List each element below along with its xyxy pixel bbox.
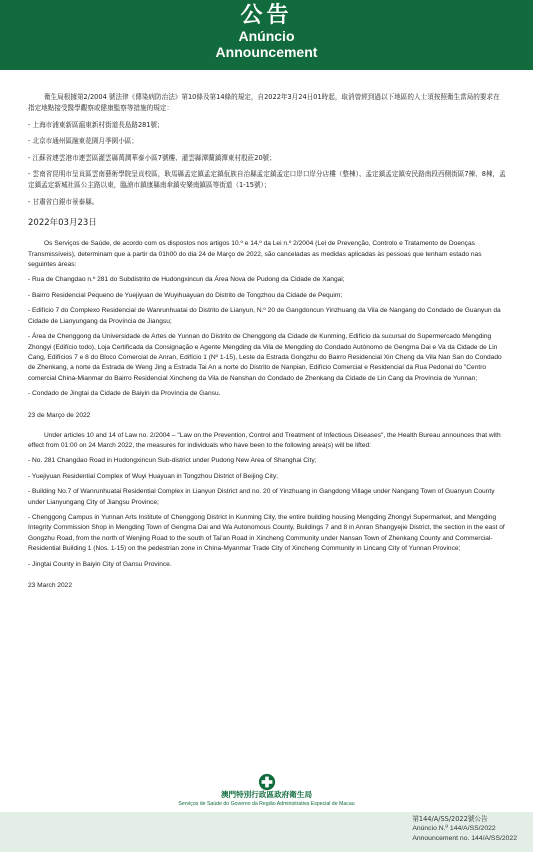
title-chinese: 公告: [240, 3, 293, 28]
portuguese-date: 23 de Março de 2022: [28, 411, 91, 419]
english-intro: Under articles 10 and 14 of Law no. 2/2004 – "Law on the Prevention, Control and Treatment of Infectious Diseases", the Health Bureau announces that with effect from 01:00 on 24 March 2022, the measures for individuals who have been to the following area(s) will be lifted:: [28, 431, 501, 449]
portuguese-section: [28, 239, 506, 420]
portuguese-item: - Área de Chenggong da Universidade de Artes de Yunnan do Distrito de Chenggong da Cidade de Kunming, Edifício da sucursal do Supermercado Mengding Zhongyi (Edifício todo), Loja Certificada da Consignação e Agente Mengding da Vila de Mengding do Condado Autónomo de Gengma Dai e Va da Cidade de Lin Cang, Edifícios 7 e 8 do Bloco Comercial de Anran, Edifício 1 (Nº 1-15), Leste da Estrada Gongzhu do Bairro Residencial Xin Cheng da Vila Nan San do Condado de Zhenkang, a norte da Estrada de Weng Jing a Estrada Tai An a norte do Distrito de Nanpian, Edifício Comercial e Residencial da Rua Pedonal do "Centro comercial China-Mianmar do Bairro Residencial Xincheng da Vila de Nanshan do Condado de Zhenkang da Cidade de Lin Cang da Província de Yunnan;: [28, 333, 502, 382]
english-item: - Yuejiyuan Residential Complex of Wuyi Huayuan in Tongzhou District of Beijing City;: [28, 472, 278, 480]
chinese-date: 2022年03月23日: [28, 218, 97, 229]
chinese-intro: 衛生局根據第2/2004 號法律《傳染病防治法》第10條及第14條的規定，自2022年3月24日01時起，取消曾經到過以下地區的人士須按照衛生當局的要求在指定地點接受醫學觀察或健康監察等措施的規定：: [28, 93, 500, 113]
organization-name-chinese: 澳門特別行政區政府衛生局: [220, 790, 313, 799]
english-section: [28, 431, 506, 591]
portuguese-item: - Condado de Jingtai da Cidade de Baiyin da Província de Gansu.: [28, 390, 221, 398]
chinese-item: - 上海市浦東新區滬東新村街道長島路281號；: [28, 120, 164, 129]
portuguese-item: - Rua de Changdao n.º 281 do Subdistrito de Hudongxincun da Área Nova de Pudong da Cidade de Xangai;: [28, 276, 345, 284]
announcement-reference: [412, 815, 517, 843]
portuguese-item: - Bairro Residencial Pequeno de Yuejiyuan de Wuyihuayuan do Distrito de Tongzhou da Cidade de Pequim;: [28, 291, 343, 299]
english-item: - No. 281 Changdao Road in Hudongxincun Sub-district under Pudong New Area of Shanghai City;: [28, 457, 317, 465]
title-portuguese: Anúncio: [238, 28, 295, 44]
chinese-item: - 北京市通州區融東花園月季園小區；: [28, 137, 138, 146]
portuguese-item: - Edifício 7 do Complexo Residencial de Wanrunhuatai do Distrito de Lianyun, N.º 20 de Gangdoncun Yinzhuang da Vila de Nangang do Condado de Guanyun da Cidade de Lianyungang da Província de Jiangsu;: [28, 307, 501, 325]
organization-name: [0, 790, 533, 808]
announcement-body: [28, 92, 506, 601]
reference-english: Announcement no. 144/A/SS/2022: [412, 834, 517, 842]
english-date: 23 March 2022: [28, 582, 72, 589]
reference-bar: [0, 812, 533, 852]
english-item: - Chenggong Campus in Yunnan Arts Institute of Chenggong District in Kunming City, the entire building housing Mengding Zhongyi Supermarket, and Mengding Integrity Commission Shop in Mengding Town of Gengma Dai and Wa Autonomous County, Buildings 7 and 8 in Anran Shangyejie District, the section in the east of Gongzhu Road, from the north of Wenjing Road to the south of Tai'an Road in Xincheng Community under Nansan Town of Zhenkang County and Commercial-Residential Building 1 (Nos. 1-15) on the pedestrian zone in China-Myanmar Trade City of Xincheng Community in Lincang City of Yunnan Province;: [28, 513, 505, 553]
chinese-section: [28, 92, 506, 229]
title-english: Announcement: [215, 44, 318, 60]
reference-chinese: 第144/A/SS/2022號公告: [412, 815, 488, 823]
reference-portuguese: Anúncio N.º 144/A/SS/2022: [412, 825, 496, 833]
health-bureau-logo-icon: [258, 773, 276, 791]
chinese-item: - 江蘇省連雲港市連雲區灌雲縣萬潤華泰小區7號樓、灌雲縣潭蘭鎮潭東村殷莊20號；: [28, 153, 276, 162]
organization-name-portuguese: Serviços de Saúde do Governo da Região Administrativa Especial de Macau: [178, 801, 355, 807]
english-item: - Jingtai County in Baiyin City of Gansu Province.: [28, 560, 172, 568]
portuguese-intro: Os Serviços de Saúde, de acordo com os dispostos nos artigos 10.º e 14.º da Lei n.º 2/2004 (Lei de Prevenção, Controlo e Tratamento de Doenças Transmissíveis), determinam que a partir da 01h00 do dia 24 de Março de 2022, são canceladas as medidas aplicadas às pessoas que tenham estado nas seguintes áreas:: [28, 240, 482, 269]
announcement-header: [0, 0, 533, 70]
english-item: - Building No.7 of Wanrunhuatai Residential Complex in Lianyun District and no. 20 of Yinzhuang in Gangdong Village under Nangang Town of Guanyun County under Lianyungang City of Jiangsu Province;: [28, 488, 495, 506]
chinese-item: - 甘肅省白銀市景泰縣。: [28, 197, 99, 206]
chinese-item: - 雲南省昆明市呈貢區雲南藝術學院呈貢校區，耿馬縣孟定鎮孟定鎮佤族自治縣孟定鎮孟定口岸口岸分店樓（整棟）、孟定鎮孟定鎮安民路南段西側街區7棟、8棟，孟定鎮孟定新城社區公主路以東，臨滄市鎮康縣南傘鎮安樂南鎮區等街道（1-15號）；: [28, 170, 506, 190]
